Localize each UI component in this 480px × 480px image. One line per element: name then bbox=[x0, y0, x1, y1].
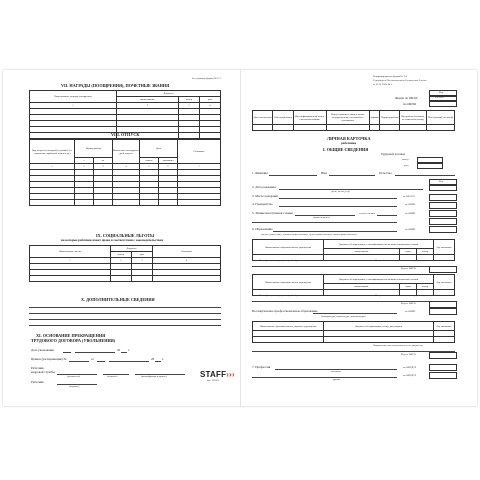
card-header-table: Дата составления Табельный номер Идентификационный номер налогоплательщика Номер страхового свидетельства государственного пенсионного страхования Алфавит Характер работы Вид работы (основная, по совместительству) Пол (мужской, женский) bbox=[252, 110, 455, 131]
okso-field-1[interactable] bbox=[429, 266, 457, 273]
order-year-field[interactable] bbox=[155, 361, 161, 362]
citizenship-field[interactable] bbox=[279, 206, 397, 207]
vacation-title: VIII. ОТПУСК bbox=[111, 132, 140, 137]
benefits-table: Наименование льготы Документ Основание номер дата 1 2 3 4 bbox=[29, 245, 221, 282]
table-row bbox=[253, 125, 455, 131]
birth-code-field[interactable] bbox=[429, 184, 457, 191]
patronymic-field[interactable] bbox=[395, 175, 455, 176]
name-field[interactable] bbox=[329, 175, 375, 176]
language-degree-field[interactable] bbox=[377, 215, 397, 216]
birth-place-field[interactable] bbox=[279, 198, 397, 199]
open-form-sheet: 4-я страница формы № Т-2 VII. НАГРАДЫ (ПООЩРЕНИЯ), ПОЧЕТНЫЕ ЗВАНИЯ Наименование награды (поощрения) Документ наименование номер дата 1 2 3 4 VIII. ОТПУСК Вид отпуска (ежегодный, учебный, без сохранения заработной платы и др.) Период работы Количество календарных дней отпуска Дата Основание с по начала окончания 1 2 3 4 5 6 7 IX. СОЦИАЛЬНЫЕ ЛЬГОТЫ на которые работник имеет право в соответствии с законодательством Наименование льготы Документ Основание номер дата 1 2 3 4 X. ДОПОЛНИТЕЛЬНЫЕ СВЕДЕНИЯ XI. ОСНОВАНИЕ ПРЕКРАЩЕНИЯ ТРУДОВОГО ДОГОВОРА (УВОЛЬНЕНИЯ) Дата увольнения 20 г. Приказ (распоряжение) № от 20 г. Работник кадровой службы (должность) (подпись) (расшифровка подписи) Работник (подпись) STAFF››› арт. 130203 Унифицированная форма № Т-2 Утверждена Постановлением Госкомстата России от 05.01.2004 № 1 Код Форма по ОКУД 0301002 по ОКПО Дата составления Табельный номер Идентификационный номер налогоплательщика Номер страхового свидетельства государственного пенсионного страхования Алфавит Характер работы Вид работы (основная, по совместительству) Пол (мужской, женский) ЛИЧНАЯ КАРТОЧКА работника I. ОБЩИЕ СВЕДЕНИЯ Трудовой договор номер дата 1. Фамилия Имя Отчество Код 2. Дата рождения (день, месяц, год) 3. Место рождения по ОКАТО 4. Гражданство по ОКИН 5. Знание иностранного языка степень знания по ОКИН (наименование) 6. Образование по ОКИН (среднее (полное) общее, начальное профессиональное, среднее профессиональное, высшее профессиональное) Наименование образовательного учреждения Документ об образовании, о квалификации или наличии специальных знаний Год окончания наименование серия номер Квалификация по документу об образовании Направление или специальность по документу Код по ОКСО Наименование образовательного учреждения Документ об образовании, о квалификации или наличии специальных знаний Год окончания наименование серия номер Квалификация по документу об образовании Направление или специальность по документу Код по ОКСО Послевузовское профессиональное образование по ОКИН (аспирантура, адъюнктура, докторантура) Наименование образовательного, научного учреждения Документ об образовании, номер, дата выдачи Год окончания Направление или специальность по документу Код по ОКСО 7. Профессия основная по ОКПДТР другая по ОКПДТР bbox=[3, 70, 477, 406]
vacation-table: Вид отпуска (ежегодный, учебный, без сохранения заработной платы и др.) Период работы Количество календарных дней отпуска Дата Основание с по начала окончания 1 2 3 4 5 6 7 bbox=[29, 139, 221, 206]
okpo-field[interactable] bbox=[429, 100, 457, 107]
okpdtr-field-1[interactable] bbox=[429, 364, 457, 371]
table-row bbox=[30, 200, 221, 206]
okso-field-2[interactable] bbox=[429, 301, 457, 308]
code-header: Код bbox=[429, 179, 457, 186]
postgrad-spec-line[interactable] bbox=[252, 351, 455, 352]
education-code-field[interactable] bbox=[429, 226, 457, 233]
year-field[interactable] bbox=[121, 352, 127, 353]
additional-line bbox=[29, 313, 221, 314]
birth-date-field[interactable] bbox=[279, 189, 423, 190]
termination-title-1: XI. ОСНОВАНИЕ ПРЕКРАЩЕНИЯ bbox=[36, 333, 106, 338]
termination-title-2: ТРУДОВОГО ДОГОВОРА (УВОЛЬНЕНИЯ) bbox=[31, 338, 116, 343]
order-number-field[interactable] bbox=[69, 361, 89, 362]
code-header: Код bbox=[429, 90, 457, 97]
card-title: ЛИЧНАЯ КАРТОЧКА bbox=[327, 136, 371, 141]
order-label: Приказ (распоряжение) № bbox=[31, 357, 67, 361]
qualification-line[interactable] bbox=[252, 266, 455, 267]
card-subtitle: работника bbox=[341, 141, 357, 145]
chevron-icon: ››› bbox=[226, 370, 235, 379]
day-field[interactable] bbox=[63, 352, 71, 353]
article-code: арт. 130203 bbox=[207, 379, 219, 382]
order-month-field[interactable] bbox=[109, 361, 149, 362]
additional-line bbox=[29, 325, 221, 326]
order-day-field[interactable] bbox=[97, 361, 105, 362]
benefits-title: IX. СОЦИАЛЬНЫЕ ЛЬГОТЫ bbox=[96, 233, 155, 238]
awards-table: Наименование награды (поощрения) Документ наименование номер дата 1 2 3 4 bbox=[29, 90, 221, 139]
citizenship-code-field[interactable] bbox=[429, 202, 457, 209]
postgrad-code-field[interactable] bbox=[429, 308, 457, 315]
okato-field[interactable] bbox=[429, 194, 457, 201]
awards-title: VII. НАГРАДЫ (ПООЩРЕНИЯ), ПОЧЕТНЫЕ ЗВАНИЯ bbox=[61, 83, 170, 88]
additional-line bbox=[29, 319, 221, 320]
education-table-2: Наименование образовательного учреждения Документ об образовании, о квалификации или наличии специальных знаний Год окончания наименование серия номер bbox=[252, 274, 455, 296]
table-row bbox=[253, 337, 455, 343]
okud-field[interactable]: 0301002 bbox=[429, 95, 457, 102]
education-field[interactable] bbox=[273, 231, 397, 232]
page-note: 4-я страница формы № Т-2 bbox=[192, 77, 221, 80]
okso-field-3[interactable] bbox=[429, 352, 457, 359]
staff-logo: STAFF››› bbox=[200, 370, 235, 379]
education-table-1: Наименование образовательного учреждения Документ об образовании, о квалификации или наличии специальных знаний Год окончания наименование серия номер bbox=[252, 239, 455, 261]
awards-col-name: Наименование награды (поощрения) bbox=[30, 91, 117, 103]
additional-line bbox=[29, 307, 221, 308]
surname-field[interactable] bbox=[269, 175, 317, 176]
contract-date-field[interactable] bbox=[417, 162, 443, 169]
page-fold bbox=[240, 70, 241, 406]
okpdtr-field-2[interactable] bbox=[429, 372, 457, 379]
additional-info-title: X. ДОПОЛНИТЕЛЬНЫЕ СВЕДЕНИЯ bbox=[81, 297, 155, 302]
qualification-line[interactable] bbox=[252, 301, 455, 302]
language-line[interactable] bbox=[252, 222, 397, 223]
benefits-subtitle: на которые работник имеет право в соответствии с законодательством bbox=[61, 238, 164, 242]
month-field[interactable] bbox=[75, 352, 115, 353]
postgrad-table: Наименование образовательного, научного учреждения Документ об образовании, номер, дата выдачи Год окончания bbox=[252, 321, 455, 343]
postgrad-field[interactable] bbox=[313, 313, 397, 314]
profession-other-field[interactable] bbox=[252, 377, 397, 378]
table-row bbox=[30, 276, 221, 282]
language-code-field-2[interactable] bbox=[429, 218, 457, 225]
dismissal-date-label: Дата увольнения bbox=[31, 348, 54, 352]
language-code-field[interactable] bbox=[429, 210, 457, 217]
section-title: I. ОБЩИЕ СВЕДЕНИЯ bbox=[323, 147, 369, 152]
